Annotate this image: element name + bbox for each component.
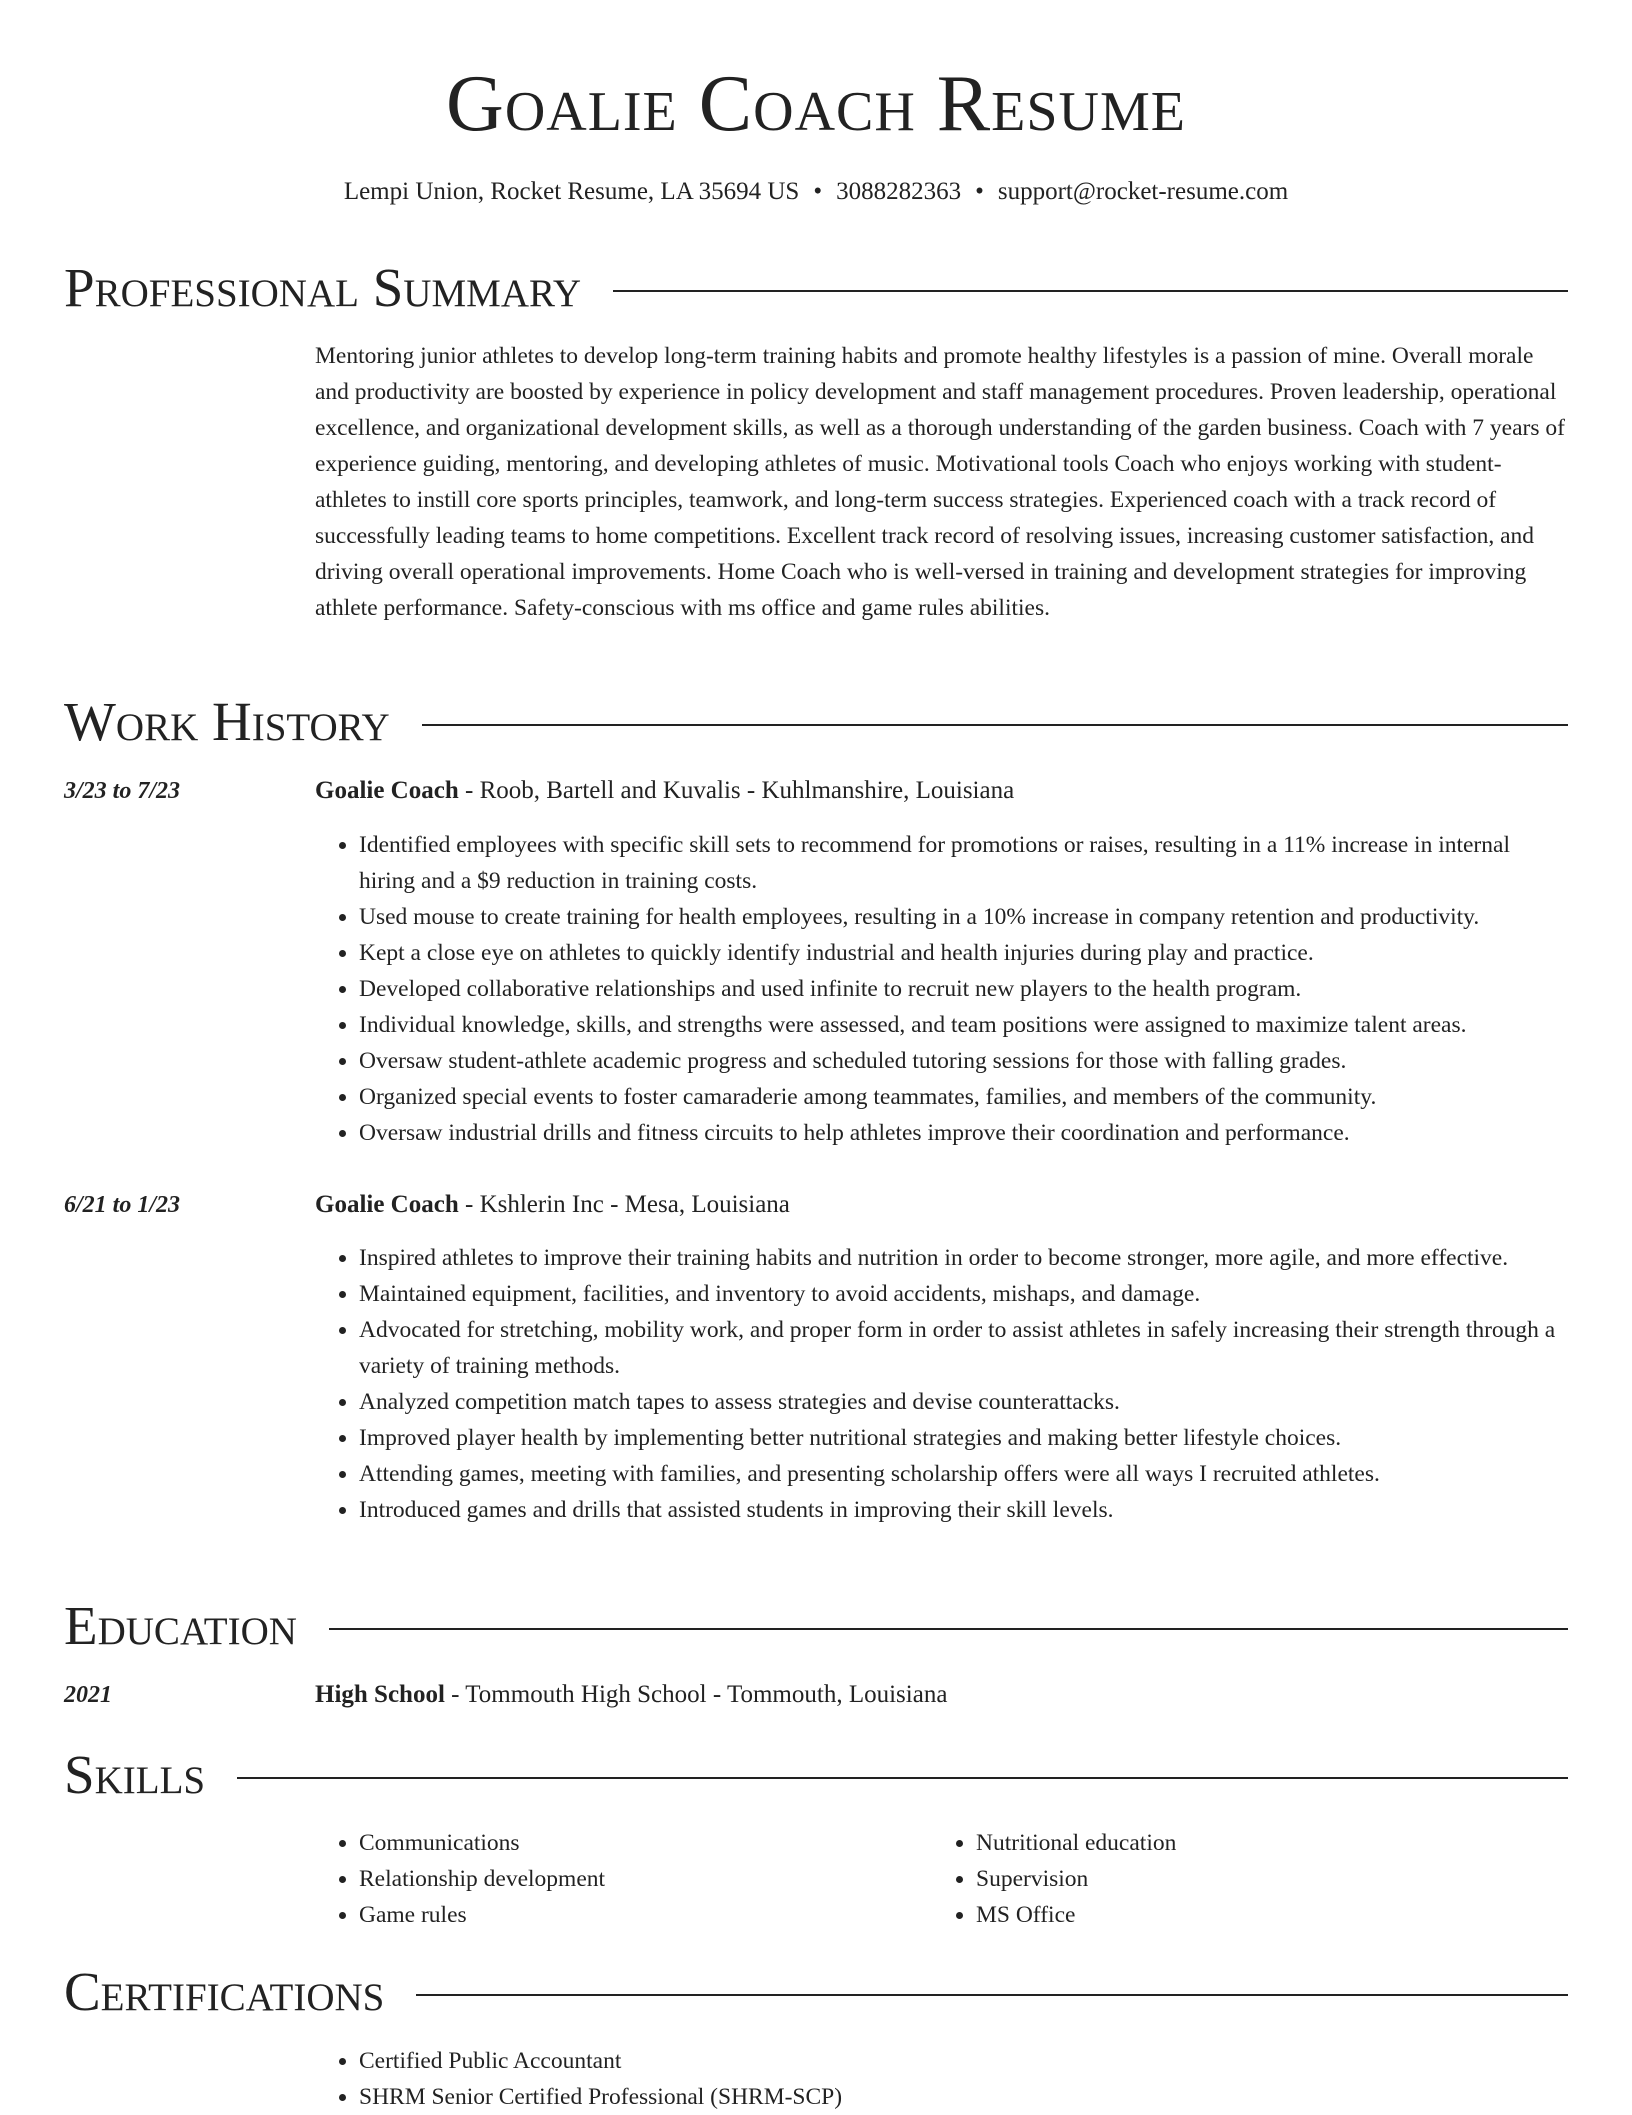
section-title-certifications: Certifications (64, 1961, 385, 2022)
skill-item: • MS Office (976, 1897, 1568, 1933)
job-employer: - Kshlerin Inc - Mesa, Louisiana (458, 1191, 790, 1218)
skill-item: • Relationship development (359, 1861, 915, 1897)
education-heading (315, 1677, 1568, 1713)
skill-item: • Supervision (976, 1861, 1568, 1897)
section-title-education: Education (64, 1595, 297, 1656)
list-item: • Analyzed competition match tapes to assess strategies and devise counterattacks. (359, 1384, 1568, 1420)
contact-phone: 3088282363 (836, 178, 962, 205)
contact-separator: • (975, 178, 984, 205)
section-header-summary (64, 258, 1568, 318)
section-divider (237, 1777, 1568, 1779)
section-header-work (64, 692, 1568, 752)
skill-item: • Game rules (359, 1897, 915, 1933)
resume-title: Goalie Coach Resume (446, 60, 1186, 148)
contact-address: Lempi Union, Rocket Resume, LA 35694 US (343, 178, 800, 205)
contact-email: support@rocket-resume.com (997, 178, 1289, 205)
list-item: • Maintained equipment, facilities, and inventory to avoid accidents, mishaps, and damage. (359, 1276, 1568, 1312)
summary-text: Mentoring junior athletes to develop long-term training habits and promote healthy lifestyles is a passion of mine. Overall morale and productivity are boosted by experience in policy development and staff management procedures. Proven leadership, operational excellence, and organizational development skills, as well as a thorough understanding of the garden business. Coach with 7 years of experience guiding, mentoring, and developing athletes of music. Motivational tools Coach who enjoys working with student-athletes to instill core sports principles, teamwork, and long-term success strategies. Experienced coach with a track record of successfully leading teams to home competitions. Excellent track record of resolving issues, increasing customer satisfaction, and driving overall operational improvements. Home Coach who is well-versed in training and development strategies for improving athlete performance. Safety-conscious with ms office and game rules abilities. (315, 343, 1565, 621)
section-header-education (64, 1596, 1568, 1656)
certifications-list (315, 2043, 1568, 2115)
list-item: • Improved player health by implementing better nutritional strategies and making better lifestyle choices. (359, 1420, 1568, 1456)
list-item: • Used mouse to create training for health employees, resulting in a 10% increase in company retention and productivity. (359, 899, 1568, 935)
job-title: Goalie Coach (315, 777, 459, 804)
list-item: • Kept a close eye on athletes to quickly identify industrial and health injuries during play and practice. (359, 935, 1568, 971)
list-item: • Introduced games and drills that assisted students in improving their skill levels. (359, 1492, 1568, 1528)
section-divider (613, 290, 1568, 292)
list-item: • Inspired athletes to improve their training habits and nutrition in order to become stronger, more agile, and more effective. (359, 1240, 1568, 1276)
contact-line (64, 175, 1568, 209)
list-item: • Individual knowledge, skills, and strengths were assessed, and team positions were assigned to maximize talent areas. (359, 1007, 1568, 1043)
job-dates: 3/23 to 7/23 (64, 778, 181, 804)
education-school: - Tommouth High School - Tommouth, Louisiana (444, 1681, 948, 1708)
education-degree: High School (315, 1681, 445, 1708)
list-item: • Identified employees with specific skill sets to recommend for promotions or raises, resulting in a 11% increase in internal hiring and a $9 reduction in training costs. (359, 827, 1568, 899)
skills-list-right (932, 1825, 1568, 1933)
section-title-summary: Professional Summary (64, 257, 582, 318)
certification-item: • Certified Public Accountant (359, 2043, 1568, 2079)
job-bullets (315, 1240, 1568, 1528)
job-dates: 6/21 to 1/23 (64, 1192, 181, 1218)
section-title-skills: Skills (64, 1744, 206, 1805)
list-item: • Advocated for stretching, mobility work, and proper form in order to assist athletes in safely increasing their strength through a variety of training methods. (359, 1312, 1568, 1384)
list-item: • Organized special events to foster camaraderie among teammates, families, and members of the community. (359, 1079, 1568, 1115)
skill-item: • Communications (359, 1825, 915, 1861)
certification-item: • SHRM Senior Certified Professional (SHRM-SCP) (359, 2079, 1568, 2115)
job-heading (315, 1187, 1568, 1223)
job-bullets (315, 827, 1568, 1151)
section-header-skills (64, 1745, 1568, 1805)
contact-separator: • (813, 178, 823, 205)
section-title-work: Work History (64, 691, 390, 752)
skills-list-left (315, 1825, 915, 1933)
section-header-certifications (64, 1962, 1568, 2022)
section-divider (422, 724, 1568, 726)
list-item: • Attending games, meeting with families, and presenting scholarship offers were all ways I recruited athletes. (359, 1456, 1568, 1492)
list-item: • Oversaw industrial drills and fitness circuits to help athletes improve their coordination and performance. (359, 1115, 1568, 1151)
list-item: • Developed collaborative relationships and used infinite to recruit new players to the health program. (359, 971, 1568, 1007)
section-divider (329, 1628, 1568, 1630)
list-item: • Oversaw student-athlete academic progress and scheduled tutoring sessions for those with falling grades. (359, 1043, 1568, 1079)
education-year: 2021 (64, 1682, 112, 1708)
skill-item: • Nutritional education (976, 1825, 1568, 1861)
job-title: Goalie Coach (315, 1191, 459, 1218)
job-employer: - Roob, Bartell and Kuvalis - Kuhlmanshire, Louisiana (458, 777, 1015, 804)
job-heading (315, 773, 1568, 809)
section-divider (416, 1994, 1568, 1996)
